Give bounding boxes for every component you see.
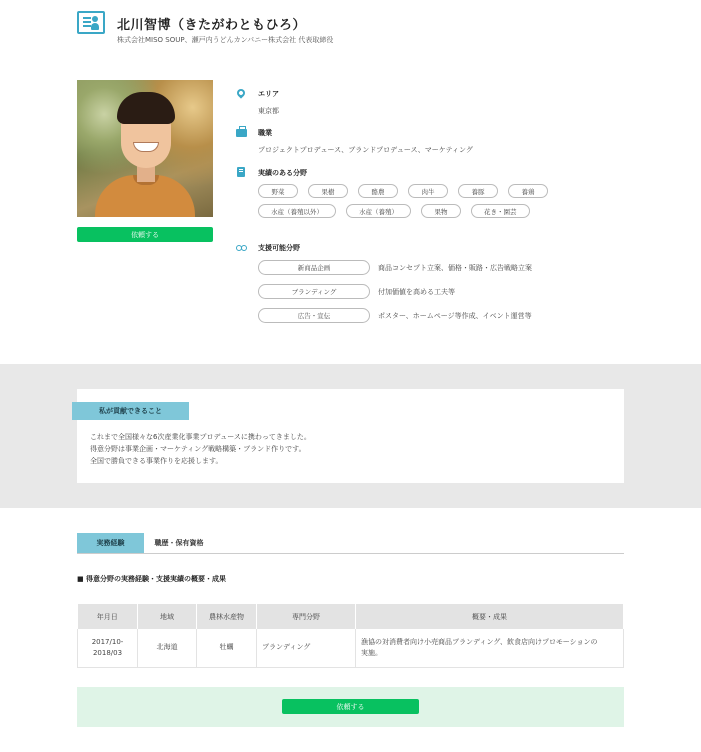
achievement-tag: 酪農 [358,184,398,198]
profile-name: 北川智博（きたがわともひろ） [117,18,307,33]
occupation-value: プロジェクトプロデュース、ブランドプロデュース、マーケティング [258,146,473,154]
date-start: 2017/10- [91,637,124,646]
area-value: 東京都 [258,107,279,115]
achievement-tag: 果物 [421,204,461,218]
tab-career-qualifications[interactable]: 職歴・保有資格 [154,539,204,547]
date-end: 2018/03 [92,648,123,657]
tab-bar [77,533,624,554]
occupation-title: 職業 [258,129,272,137]
contribution-label: 私が貢献できること [72,402,189,420]
table-header-row [78,604,624,629]
column-header: 地域 [138,604,197,629]
cell-specialty: ブランディング [257,629,356,667]
contribution-line: 全国で勝負できる事業作りを応援します。 [90,457,223,465]
support-desc: ポスター、ホームページ等作成、イベント運営等 [378,312,532,320]
contribution-text [90,431,311,467]
cell-date [78,629,138,667]
profile-header [77,11,637,51]
achievement-tags [258,184,618,218]
briefcase-icon [236,127,247,138]
support-row [258,308,638,323]
summary-line: 漁協の対消費者向け小売商品ブランディング、飲食店向けプロモーションの [361,637,598,646]
achievement-tag: 養鶏 [508,184,548,198]
request-button-bottom[interactable]: 依頼する [282,699,419,714]
support-row [258,284,638,299]
summary-line: 実施。 [361,648,382,657]
tab-work-experience[interactable]: 実務経験 [77,533,144,553]
column-header: 年月日 [78,604,138,629]
area-title: エリア [258,90,279,98]
profile-company: 株式会社MISO SOUP、瀬戸内うどんカンパニー株式会社 代表取締役 [117,36,334,44]
request-button[interactable]: 依頼する [77,227,213,242]
cell-summary [356,629,624,667]
column-header: 農林水産物 [197,604,257,629]
support-desc: 付加価値を高める工夫等 [378,288,455,296]
contribution-line: 得意分野は事業企画・マーケティング戦略構築・ブランド作りです。 [90,445,306,453]
achievement-tag: 養豚 [458,184,498,198]
results-heading: ■ 得意分野の実務経験・支援実績の概要・成果 [77,575,227,583]
achievement-tag: 花き・園芸 [471,204,530,218]
book-icon [236,167,247,178]
results-table [77,604,624,668]
achievement-tag: 水産（養殖以外） [258,204,336,218]
achievements-title: 実績のある分野 [258,169,307,177]
contribution-line: これまで全国様々な6次産業化事業プロデュースに携わってきました。 [90,433,311,441]
support-row [258,260,638,275]
support-field: 広告・宣伝 [258,308,370,323]
achievement-tag: 果樹 [308,184,348,198]
achievement-tag: 肉牛 [408,184,448,198]
column-header: 専門分野 [257,604,356,629]
cell-region: 北海道 [138,629,197,667]
support-desc: 商品コンセプト立案、価格・販路・広告戦略立案 [378,264,532,272]
support-title: 支援可能分野 [258,244,300,252]
achievement-tag: 水産（養殖） [346,204,411,218]
table-row [78,629,624,667]
achievement-tag: 野菜 [258,184,298,198]
profile-photo [77,80,213,217]
location-pin-icon [236,88,247,99]
profile-card-icon [77,11,105,34]
support-field: 新商品企画 [258,260,370,275]
cell-product: 牡蠣 [197,629,257,667]
column-header: 概要・成果 [356,604,624,629]
support-field: ブランディング [258,284,370,299]
infinity-icon [236,243,247,254]
